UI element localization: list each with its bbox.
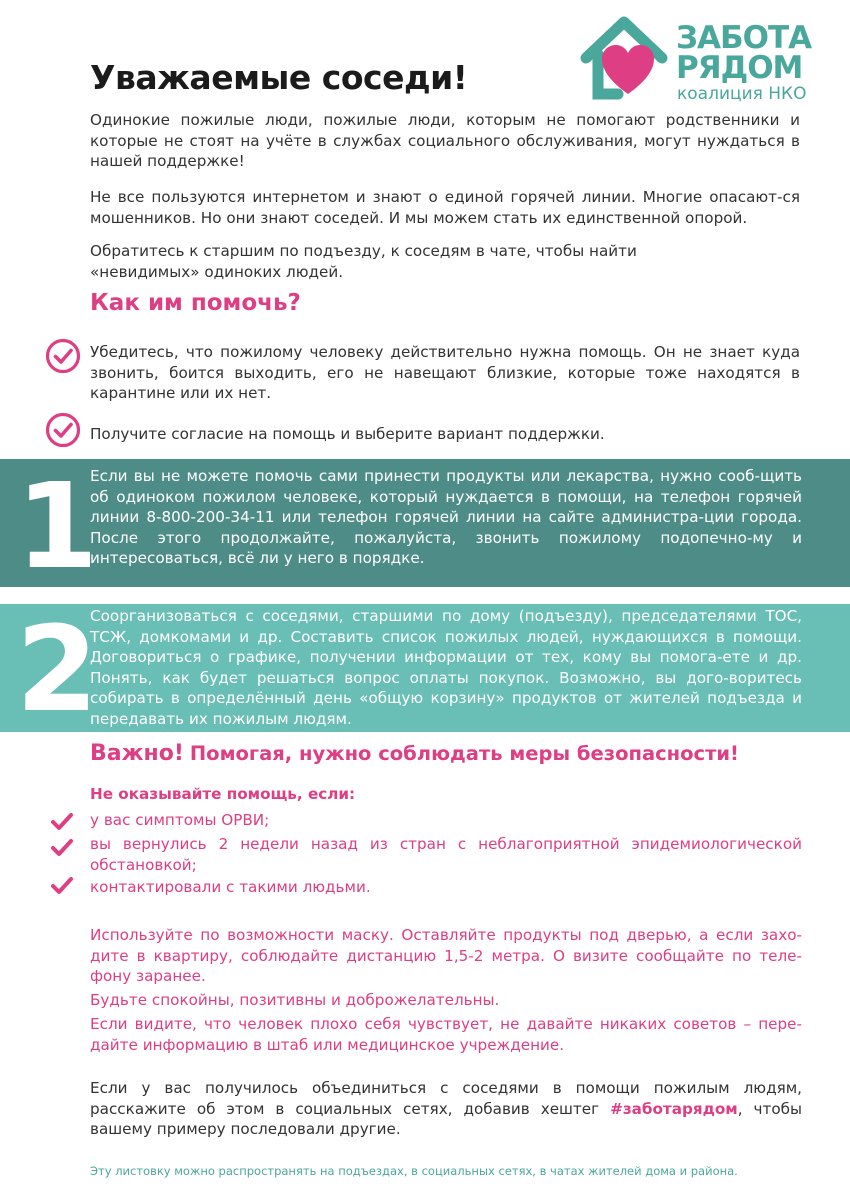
checkmark-icon — [50, 838, 74, 858]
intro-paragraph-3: Обратитесь к старшим по подъезду, к соседям в чате, чтобы найти «невидимых» одиноких людей. — [90, 242, 637, 281]
logo-line-2: РЯДОМ — [676, 50, 803, 86]
intro-paragraph-1: Одинокие пожилые люди, пожилые люди, которым не помогают родственники и которые не стоят на учёте в службах социального обслуживания, могут нуждаться в нашей поддержке! — [90, 111, 800, 170]
advice-paragraph-3: Если видите, что человек плохо себя чувствует, не давайте никаких советов – пере-дайте информацию в штаб или медицинское учреждение. — [90, 1015, 802, 1054]
option-band-2 — [0, 600, 850, 738]
house-heart-icon — [578, 14, 674, 102]
option-text-1: Если вы не можете помочь сами принести продукты или лекарства, нужно сооб-щить об одиноком пожилом человеке, который нуждается в помощи, на телефон горячей линии 8-800-200-34-11 или телефон горячей линии на сайте администра-ции города. После этого продолжайте, пожалуйста, звонить пожилому подопечно-му и интересоваться, всё ли у него в порядке. — [90, 467, 802, 568]
option-number-1: 1 — [16, 457, 99, 595]
option-text-2: Соорганизоваться с соседями, старшими по дому (подъезду), председателями ТОС, ТСЖ, домкомами и др. Составить список пожилых людей, нуждающихся в помощи. Договориться о графике, получении информации от тех, кому вы помога-ете и др. Понять, как будет решаться вопрос оплаты покупок. Возможно, вы дого-воритесь собирать в определённый день «общую корзину» продуктов от жителей подъезда и передавать их пожилым людям. — [90, 607, 802, 728]
check-circle-icon — [45, 338, 81, 374]
intro-paragraph-2: Не все пользуются интернетом и знают о единой горячей линии. Многие опасают-ся мошенников. Но они знают соседей. И мы можем стать их единственной опорой. — [90, 188, 800, 227]
page-title: Уважаемые соседи! — [90, 58, 468, 97]
condition-item-1: у вас симптомы ОРВИ; — [90, 811, 270, 829]
checkmark-icon — [50, 812, 74, 832]
safety-heading — [90, 741, 739, 766]
help-step-1: Убедитесь, что пожилому человеку действительно нужна помощь. Он не знает куда звонить, боится выходить, его не навещают близкие, которые тоже находятся в карантине или их нет. — [90, 343, 800, 402]
hashtag: #заботарядом — [610, 1099, 738, 1118]
safety-heading-text: Помогая, нужно соблюдать меры безопасности! — [189, 742, 739, 765]
closing-paragraph — [90, 1078, 802, 1140]
option-number-2: 2 — [16, 600, 99, 738]
logo-subtitle: коалиция НКО — [677, 84, 807, 104]
checkmark-icon — [50, 876, 74, 896]
footer-note: Эту листовку можно распространять на подъездах, в социальных сетях, в чатах жителей дома и района. — [90, 1164, 738, 1178]
advice-paragraph-1: Используйте по возможности маску. Оставляйте продукты под дверью, а если захо-дите в квартиру, соблюдайте дистанцию 1,5-2 метра. О визите сообщайте по теле-фону заранее. — [90, 926, 802, 985]
closing-text-start: Если у вас получилось объединиться с соседями в помощи пожилым людям, расскажите об этом в социальных сетях, добавив хештег — [90, 1079, 802, 1118]
closing-text-end: , чтобы вашему примеру последовали другие. — [90, 1099, 803, 1138]
advice-paragraph-2: Будьте спокойны, позитивны и доброжелательны. — [90, 991, 500, 1009]
check-circle-icon — [45, 412, 81, 448]
logo — [578, 14, 828, 106]
important-label: Важно! — [90, 741, 184, 766]
option-band-1 — [0, 457, 850, 595]
logo-line-1: ЗАБОТА — [676, 20, 812, 56]
section-heading-how-to-help: Как им помочь? — [90, 290, 301, 316]
help-step-2: Получите согласие на помощь и выберите вариант поддержки. — [90, 425, 605, 443]
condition-item-2: вы вернулись 2 недели назад из стран с неблагоприятной эпидемиологической обстановкой; — [90, 835, 802, 874]
dont-help-title: Не оказывайте помощь, если: — [90, 785, 356, 803]
condition-item-3: контактировали с такими людьми. — [90, 878, 371, 896]
